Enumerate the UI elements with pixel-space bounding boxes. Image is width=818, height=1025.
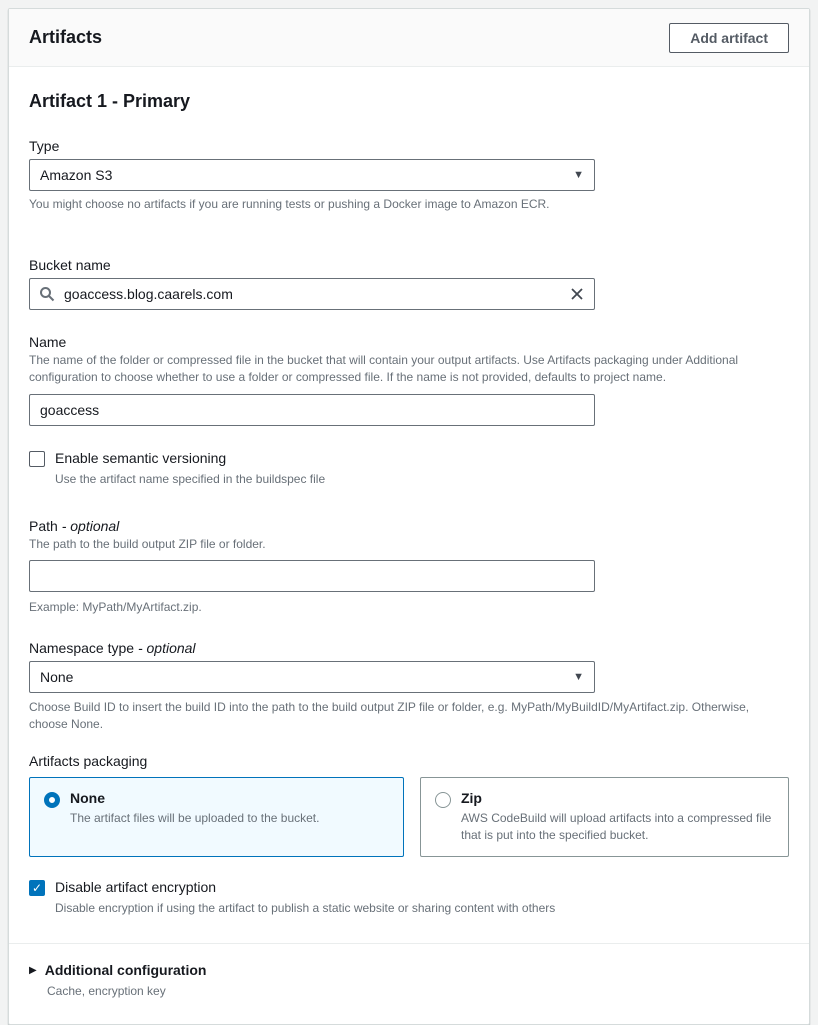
path-label: Path - optional xyxy=(29,518,120,534)
clear-icon[interactable] xyxy=(569,286,585,302)
name-field xyxy=(29,334,789,426)
type-field xyxy=(29,138,789,213)
additional-configuration-expander[interactable] xyxy=(29,962,789,978)
path-example: Example: MyPath/MyArtifact.zip. xyxy=(29,600,202,614)
name-input[interactable] xyxy=(29,394,595,426)
expand-triangle-icon: ▶ xyxy=(29,964,37,976)
bucket-label: Bucket name xyxy=(29,257,111,273)
bucket-name-input[interactable] xyxy=(29,278,595,310)
semantic-versioning-help: Use the artifact name specified in the buildspec file xyxy=(55,472,326,486)
bucket-search xyxy=(29,278,595,310)
type-select[interactable] xyxy=(29,159,595,191)
type-select-value: Amazon S3 xyxy=(40,167,113,183)
namespace-select-value: None xyxy=(40,669,74,685)
additional-configuration-label: Additional configuration xyxy=(44,962,207,978)
packaging-zip-description: AWS CodeBuild will upload artifacts into a compressed file that is put into the specified bucket. xyxy=(460,811,772,842)
namespace-optional-suffix: - optional xyxy=(137,640,196,656)
chevron-down-icon: ▼ xyxy=(573,671,584,683)
section-title: Artifact 1 - Primary xyxy=(29,91,191,111)
semantic-versioning-label[interactable]: Enable semantic versioning xyxy=(55,450,227,466)
radio-button-zip[interactable] xyxy=(435,792,451,808)
packaging-option-none[interactable] xyxy=(29,777,404,857)
namespace-select[interactable] xyxy=(29,661,595,693)
packaging-option-zip[interactable] xyxy=(420,777,789,857)
packaging-zip-title: Zip xyxy=(460,790,482,806)
search-icon xyxy=(39,286,55,302)
path-field xyxy=(29,518,789,616)
packaging-none-title: None xyxy=(70,790,105,806)
additional-configuration-help: Cache, encryption key xyxy=(47,984,166,998)
disable-encryption-label[interactable]: Disable artifact encryption xyxy=(55,879,217,895)
disable-encryption-help: Disable encryption if using the artifact to publish a static website or sharing content with others xyxy=(55,901,556,915)
path-optional-suffix: - optional xyxy=(61,518,120,534)
packaging-field xyxy=(29,753,789,857)
packaging-label: Artifacts packaging xyxy=(29,753,148,769)
type-help: You might choose no artifacts if you are running tests or pushing a Docker image to Amazon ECR. xyxy=(29,197,550,211)
semantic-versioning-field xyxy=(29,450,789,488)
packaging-none-description: The artifact files will be uploaded to the bucket. xyxy=(70,811,320,825)
path-help: The path to the build output ZIP file or folder. xyxy=(29,537,266,551)
artifacts-panel xyxy=(8,8,810,1025)
chevron-down-icon: ▼ xyxy=(573,169,584,181)
panel-header xyxy=(9,9,809,67)
encryption-field xyxy=(29,879,789,917)
radio-button-none[interactable] xyxy=(44,792,60,808)
additional-configuration-section xyxy=(9,943,809,1024)
artifact-form xyxy=(9,67,809,943)
namespace-label: Namespace type - optional xyxy=(29,640,196,656)
disable-encryption-checkbox[interactable]: ✓ xyxy=(29,880,45,896)
namespace-field xyxy=(29,640,789,733)
namespace-help: Choose Build ID to insert the build ID into the path to the build output ZIP file or folder, e.g. MyPath/MyBuildID/MyArtifact.zip. Otherwise, choose None. xyxy=(29,700,750,731)
bucket-field xyxy=(29,257,789,310)
path-input[interactable] xyxy=(29,560,595,592)
name-description: The name of the folder or compressed file in the bucket that will contain your output artifacts. Use Artifacts packaging under Additional configuration to choose whether to use a folder or compressed file. If the name is not provided, defaults to project name. xyxy=(29,353,739,384)
type-label: Type xyxy=(29,138,60,154)
add-artifact-button[interactable]: Add artifact xyxy=(669,23,789,53)
semantic-versioning-checkbox[interactable] xyxy=(29,451,45,467)
panel-title: Artifacts xyxy=(29,27,103,47)
name-label: Name xyxy=(29,334,67,350)
